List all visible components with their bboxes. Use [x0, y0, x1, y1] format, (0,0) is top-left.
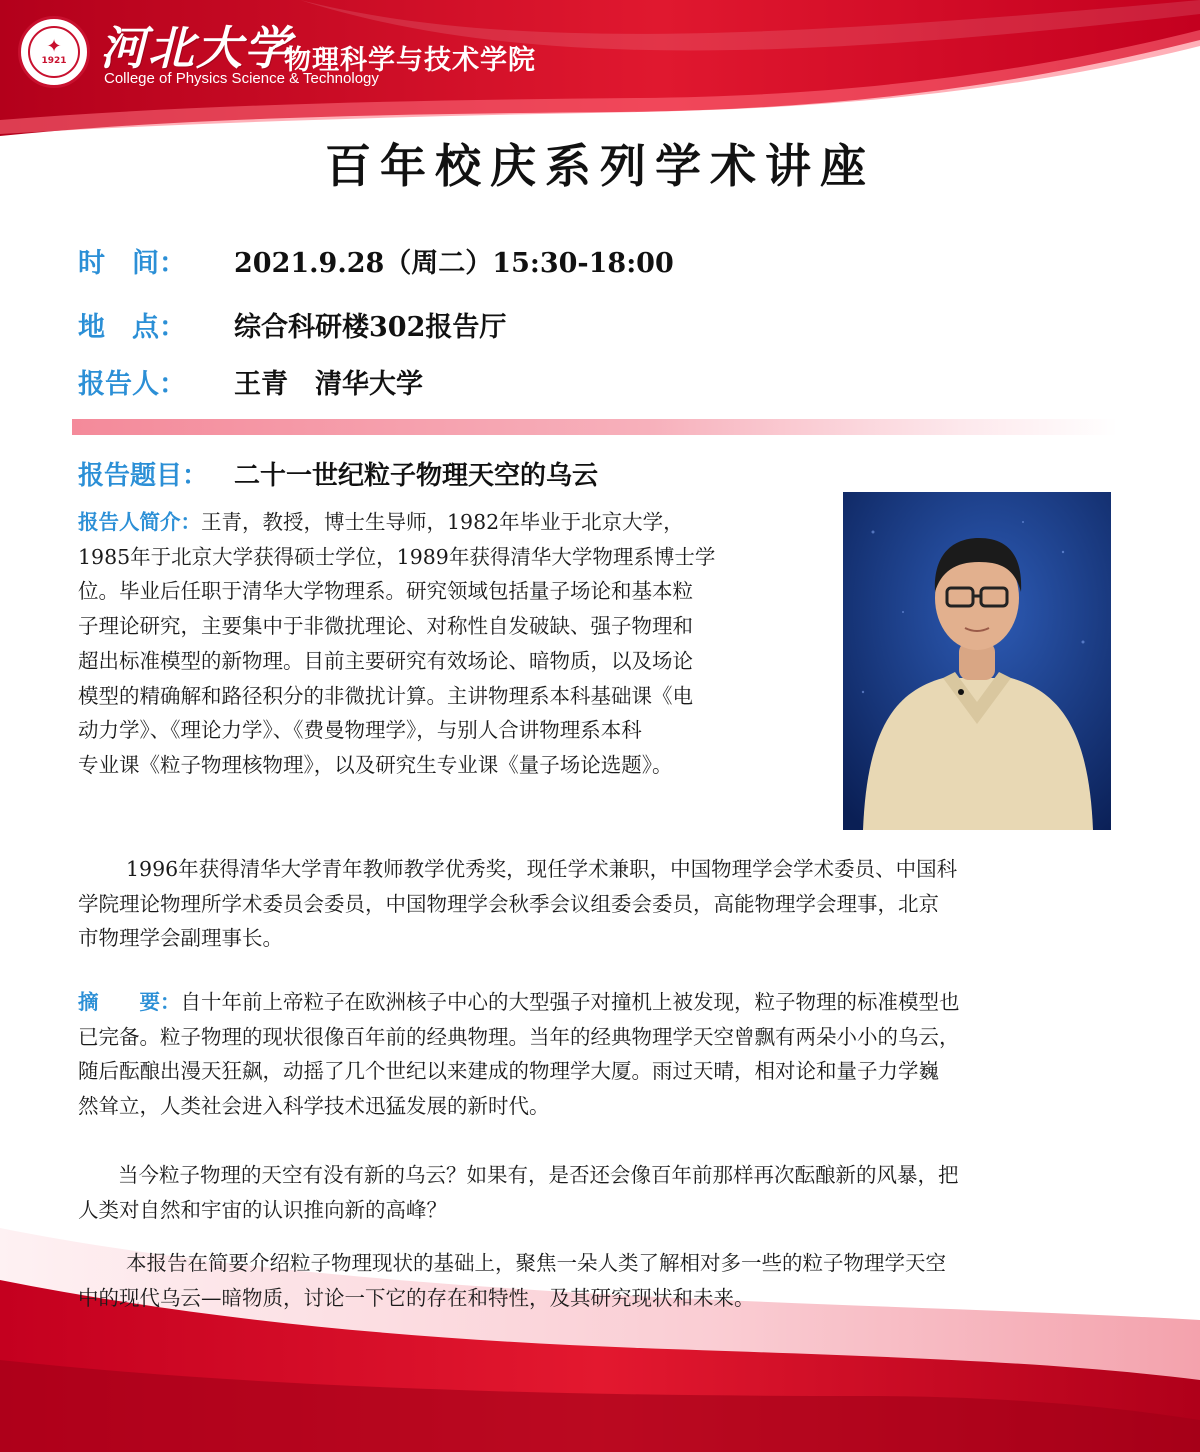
bio-line-2: 1985年于北京大学获得硕士学位，1989年获得清华大学物理系博士学 — [78, 544, 716, 569]
abstract3-line-2: 中的现代乌云—暗物质，讨论一下它的存在和特性，及其研究现状和未来。 — [78, 1285, 755, 1310]
bio-paragraph — [78, 505, 838, 783]
abstract-line-2: 已完备。粒子物理的现状很像百年前的经典物理。当年的经典物理学天空曾飘有两朵小小的乌云， — [78, 1024, 960, 1049]
bio-line-3: 位。毕业后任职于清华大学物理系。研究领域包括量子场论和基本粒 — [78, 579, 693, 604]
college-name-en: College of Physics Science & Technology — [104, 70, 379, 87]
bio-line-4: 子理论研究，主要集中于非微扰理论、对称性自发破缺、强子物理和 — [78, 614, 693, 639]
abstract2-line-1: 当今粒子物理的天空有没有新的乌云？如果有，是否还会像百年前那样再次酝酿新的风暴，把 — [118, 1163, 959, 1187]
place-value: 综合科研楼302报告厅 — [234, 312, 507, 343]
college-name-cn: 物理科学与技术学院 — [284, 45, 536, 76]
speaker-photo-illustration — [843, 492, 1111, 830]
place-label: 地 点： — [78, 312, 186, 343]
section-divider — [72, 419, 1118, 435]
bio2-line-2: 学院理论物理所学术委员会委员，中国物理学会秋季会议组委会委员，高能物理学会理事，北京 — [78, 891, 939, 916]
topic-value: 二十一世纪粒子物理天空的乌云 — [234, 461, 599, 491]
bio-line-8: 专业课《粒子物理核物理》，以及研究生专业课《量子场论选题》。 — [78, 752, 673, 777]
time-label: 时 间： — [78, 248, 186, 279]
seal-emblem-icon: ✦ — [46, 36, 62, 57]
speaker-label: 报告人： — [78, 369, 186, 400]
abstract-paragraph — [78, 985, 1128, 1124]
seal-year: 1921 — [41, 56, 67, 66]
bio2-line-1: 1996年获得清华大学青年教师教学优秀奖，现任学术兼职，中国物理学会学术委员、中国科 — [126, 857, 958, 881]
abstract-line-4: 然耸立，人类社会进入科学技术迅猛发展的新时代。 — [78, 1094, 550, 1119]
abstract-line-1: 摘 要：自十年前上帝粒子在欧洲核子中心的大型强子对撞机上被发现，粒子物理的标准模型也 — [78, 990, 960, 1014]
bio-label: 报告人简介： — [78, 510, 201, 534]
time-value: 2021.9.28（周二）15:30-18:00 — [234, 248, 674, 279]
abstract2-line-2: 人类对自然和宇宙的认识推向新的高峰？ — [78, 1197, 447, 1222]
abstract-line-3: 随后酝酿出漫天狂飙，动摇了几个世纪以来建成的物理学大厦。雨过天晴，相对论和量子力学巍 — [78, 1059, 939, 1084]
bio-paragraph-2 — [78, 852, 1128, 956]
bio2-line-3: 市物理学会副理事长。 — [78, 926, 283, 951]
abstract3-line-1: 本报告在简要介绍粒子物理现状的基础上，聚焦一朵人类了解相对多一些的粒子物理学天空 — [126, 1251, 946, 1275]
university-name: 河北大学 — [100, 21, 292, 75]
bio-line-6: 模型的精确解和路径积分的非微扰计算。主讲物理系本科基础课《电 — [78, 683, 693, 708]
bio-line-7: 动力学》、《理论力学》、《费曼物理学》，与别人合讲物理系本科 — [78, 718, 642, 743]
abstract-label: 摘 要： — [78, 990, 181, 1014]
speaker-value: 王青 清华大学 — [234, 369, 423, 400]
abstract-paragraph-3 — [78, 1246, 1128, 1315]
topic-label: 报告题目： — [78, 461, 209, 491]
speaker-photo — [843, 492, 1111, 830]
university-seal-logo — [18, 16, 90, 88]
bio-line-1: 报告人简介：王青，教授，博士生导师，1982年毕业于北京大学， — [78, 510, 684, 534]
bio-line-5: 超出标准模型的新物理。目前主要研究有效场论、暗物质，以及场论 — [78, 648, 693, 673]
page-title: 百年校庆系列学术讲座 — [325, 139, 875, 193]
